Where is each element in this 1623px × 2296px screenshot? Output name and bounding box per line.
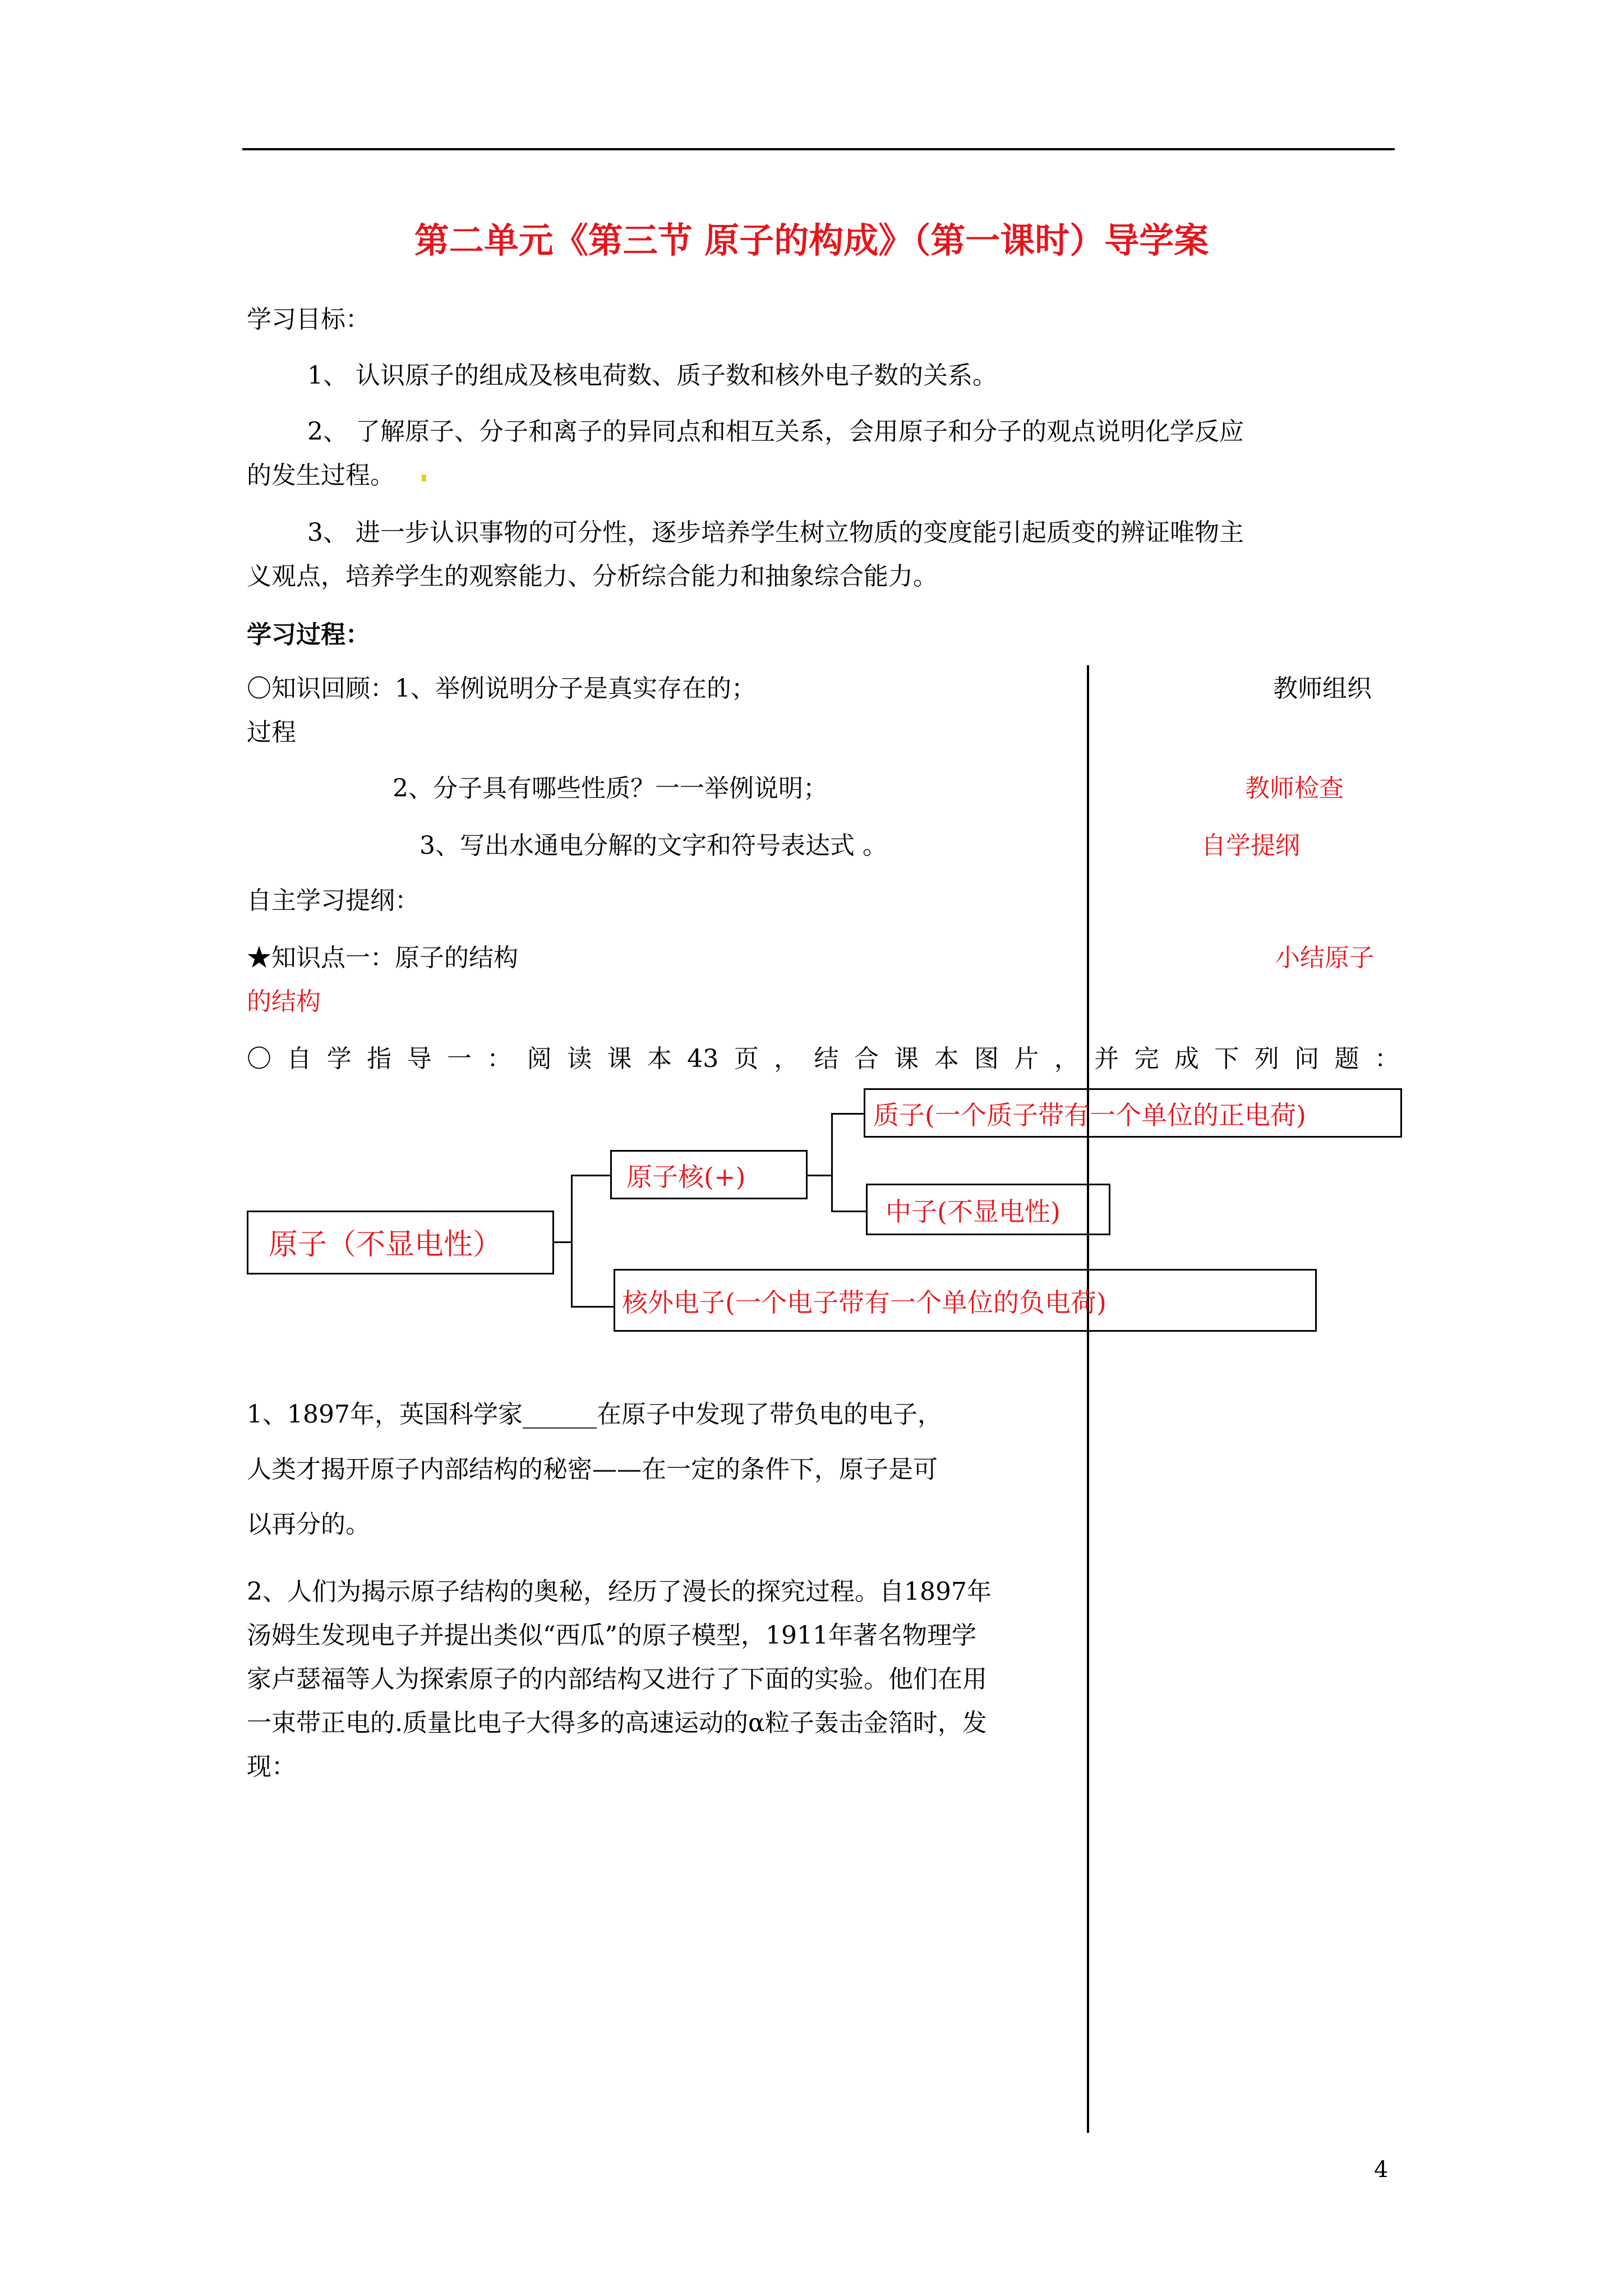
margin-note-teacher-org-cont: 过程 (247, 718, 296, 747)
guide-char: 片 (1014, 1045, 1039, 1073)
objective-item: 2、 了解原子、分子和离子的异同点和相互关系，会用原子和分子的观点说明化学反应 (307, 417, 1244, 446)
guide-char: 一 (446, 1045, 472, 1073)
process-heading: 学习过程： (247, 620, 370, 649)
objectives-heading: 学习目标： (247, 305, 370, 334)
question-1-line: 1、1897年，英国科学家______在原子中发现了带负电的电子， (247, 1400, 942, 1429)
connector-line (571, 1175, 610, 1176)
question-2-line: 家卢瑟福等人为探索原子的内部结构又进行了下面的实验。他们在用 (247, 1665, 987, 1694)
neutron-box (866, 1184, 1110, 1235)
guide-char: 并 (1094, 1045, 1119, 1073)
guide-char: 43 (687, 1045, 719, 1073)
header-rule (242, 148, 1395, 150)
objective-item: 义观点，培养学生的观察能力、分析综合能力和抽象综合能力。 (247, 562, 938, 591)
guide-char: 合 (854, 1045, 879, 1073)
guide-char: 导 (407, 1045, 432, 1073)
connector-line (831, 1113, 833, 1212)
guide-char: 页 (734, 1045, 759, 1073)
guide-char: 课 (894, 1045, 919, 1073)
question-2-line: 一束带正电的.质量比电子大得多的高速运动的α粒子轰击金箔时，发 (247, 1709, 987, 1737)
knowledge-point-1: ★知识点一：原子的结构 (247, 944, 518, 972)
guide-char: 图 (974, 1045, 999, 1073)
margin-note-summary: 小结原子 (1275, 944, 1374, 972)
guide-char: 问 (1294, 1045, 1320, 1073)
proton-label: 质子(一个质子带有一个单位的正电荷) (873, 1100, 1306, 1130)
nucleus-box (610, 1150, 808, 1199)
review-question-1: 〇知识回顾：1、举例说明分子是真实存在的； (247, 674, 756, 703)
connector-line (554, 1241, 572, 1243)
guide-char: 本 (647, 1045, 672, 1073)
question-2-line: 2、人们为揭示原子结构的奥秘，经历了漫长的探究过程。自1897年 (247, 1577, 992, 1606)
outline-heading: 自主学习提纲： (247, 886, 419, 915)
stray-mark (422, 475, 426, 481)
guide-char: ， (1054, 1045, 1079, 1073)
question-2-line: 汤姆生发现电子并提出类似“西瓜”的原子模型，1911年著名物理学 (247, 1621, 976, 1650)
proton-box (864, 1088, 1402, 1138)
guide-char: ， (774, 1045, 799, 1073)
connector-line (831, 1211, 866, 1212)
guide-char: 本 (934, 1045, 959, 1073)
connector-line (831, 1113, 864, 1115)
guide-char: 结 (814, 1045, 839, 1073)
guide-char: ： (1374, 1045, 1399, 1073)
guide-char: 课 (607, 1045, 632, 1073)
guide-char: ： (487, 1045, 512, 1073)
guide-char: 读 (567, 1045, 592, 1073)
electron-label: 核外电子(一个电子带有一个单位的负电荷) (622, 1287, 1106, 1318)
guide-char: 阅 (527, 1045, 552, 1073)
atom-label: 原子（不显电性） (269, 1228, 502, 1262)
review-question-2: 2、分子具有哪些性质？一一举例说明； (393, 774, 828, 803)
margin-note-self-study: 自学提纲 (1201, 831, 1300, 860)
guide-char: 成 (1174, 1045, 1199, 1073)
guide-char: 题 (1334, 1045, 1359, 1073)
guide-char: 下 (1214, 1045, 1239, 1073)
guide-char: 〇 (247, 1045, 271, 1073)
connector-line (571, 1306, 614, 1308)
guide-char: 完 (1134, 1045, 1159, 1073)
guide-char: 列 (1254, 1045, 1279, 1073)
atom-box (247, 1211, 554, 1274)
page-title: 第二单元《第三节 原子的构成》（第一课时）导学案 (414, 220, 1209, 261)
connector-line (571, 1175, 573, 1307)
question-2-line: 现： (247, 1752, 296, 1781)
objective-item: 3、 进一步认识事物的可分性，逐步培养学生树立物质的变度能引起质变的辨证唯物主 (307, 518, 1244, 547)
nucleus-label: 原子核(+) (626, 1162, 746, 1192)
guide-char: 自 (287, 1045, 312, 1073)
connector-line (808, 1175, 832, 1176)
electron-box (614, 1269, 1317, 1332)
objective-item: 的发生过程。 (247, 461, 395, 490)
page-number: 4 (1374, 2157, 1389, 2183)
column-divider (1087, 665, 1089, 2133)
self-study-guide (247, 1047, 1399, 1071)
margin-note-summary-cont: 的结构 (247, 987, 321, 1016)
guide-char: 学 (326, 1045, 352, 1073)
guide-char: 指 (367, 1045, 392, 1073)
review-question-3: 3、写出水通电分解的文字和符号表达式 。 (419, 831, 887, 860)
question-1-line: 以再分的。 (247, 1510, 370, 1539)
objective-item: 1、 认识原子的组成及核电荷数、质子数和核外电子数的关系。 (307, 361, 997, 390)
question-1-line: 人类才揭开原子内部结构的秘密——在一定的条件下，原子是可 (247, 1455, 938, 1484)
margin-note-teacher-check: 教师检查 (1245, 774, 1344, 803)
neutron-label: 中子(不显电性) (886, 1197, 1061, 1227)
margin-note-teacher-org: 教师组织 (1273, 674, 1372, 703)
